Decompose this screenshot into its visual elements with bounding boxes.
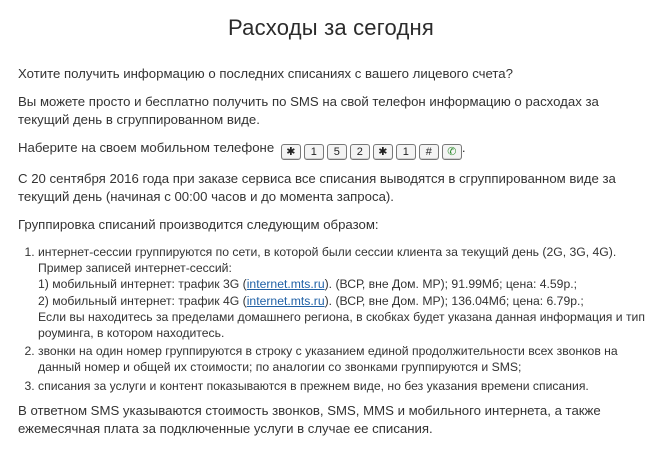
grouping-heading: Группировка списаний производится следующим образом: (18, 217, 379, 232)
example-1-prefix: 1) мобильный интернет: трафик 3G ( (38, 277, 247, 292)
digit-key: 5 (327, 144, 347, 160)
example-2 (38, 294, 584, 308)
closing-text: В ответном SMS указываются стоимость звонков, SMS, MMS и мобильного интернета, а также ежемесячная плата за подключенные услуги в случае ее списания. (18, 402, 601, 436)
call-key-icon: ✆ (442, 144, 462, 160)
dial-instruction (18, 139, 648, 160)
list-item: 2. звонки на один номер группируются в строку с указанием единой продолжительности всех звонков на данный номер и общей их стоимости; по аналогии со звонками группируются и SMS; (38, 343, 648, 375)
list-item (38, 244, 648, 341)
list-item: 3. списания за услуги и контент показываются в прежнем виде, но без указания времени списания. (38, 378, 648, 394)
star-key-icon: ✱ (281, 144, 301, 160)
digit-key: 1 (396, 144, 416, 160)
grouping-list (18, 244, 648, 394)
digit-key: 2 (350, 144, 370, 160)
content (18, 65, 648, 448)
page-title: Расходы за сегодня (228, 15, 434, 40)
example-1-suffix: ). (ВСР, вне Дом. МР); 91.99Мб; цена: 4.59р.; (324, 277, 578, 292)
dial-suffix: . (461, 140, 466, 155)
ussd-code (281, 144, 462, 160)
list-item-text: интернет-сессии группируются по сети, в которой были сессии клиента за текущий день (2G, 3G, 4G). Пример записей интернет-сессий: (38, 245, 617, 276)
example-1 (38, 277, 577, 291)
since-text: С 20 сентября 2016 года при заказе сервиса все списания выводятся в сгруппированном виде за текущий день (начиная с 00:00 часов и до момента запроса). (18, 171, 616, 204)
star-key-icon: ✱ (373, 144, 393, 160)
example-2-prefix: 2) мобильный интернет: трафик 4G ( (38, 293, 247, 308)
example-2-suffix: ). (ВСР, вне Дом. МР); 136.04Мб; цена: 6.79р.; (324, 293, 584, 308)
dial-prefix: Наберите на своем мобильном телефоне (18, 140, 275, 155)
hash-key-icon: # (419, 144, 439, 160)
internet-mts-link[interactable]: internet.mts.ru (246, 277, 325, 292)
roaming-note: Если вы находитесь за пределами домашнего региона, в скобках будет указана данная информация и тип роуминга, в котором находитесь. (38, 309, 645, 341)
intro-question: Хотите получить информацию о последних списаниях с вашего лицевого счета? (18, 66, 513, 81)
internet-mts-link[interactable]: internet.mts.ru (246, 293, 325, 308)
digit-key: 1 (304, 144, 324, 160)
intro-text: Вы можете просто и бесплатно получить по SMS на свой телефон информацию о расходах за текущий день в сгруппированном виде. (18, 94, 599, 127)
